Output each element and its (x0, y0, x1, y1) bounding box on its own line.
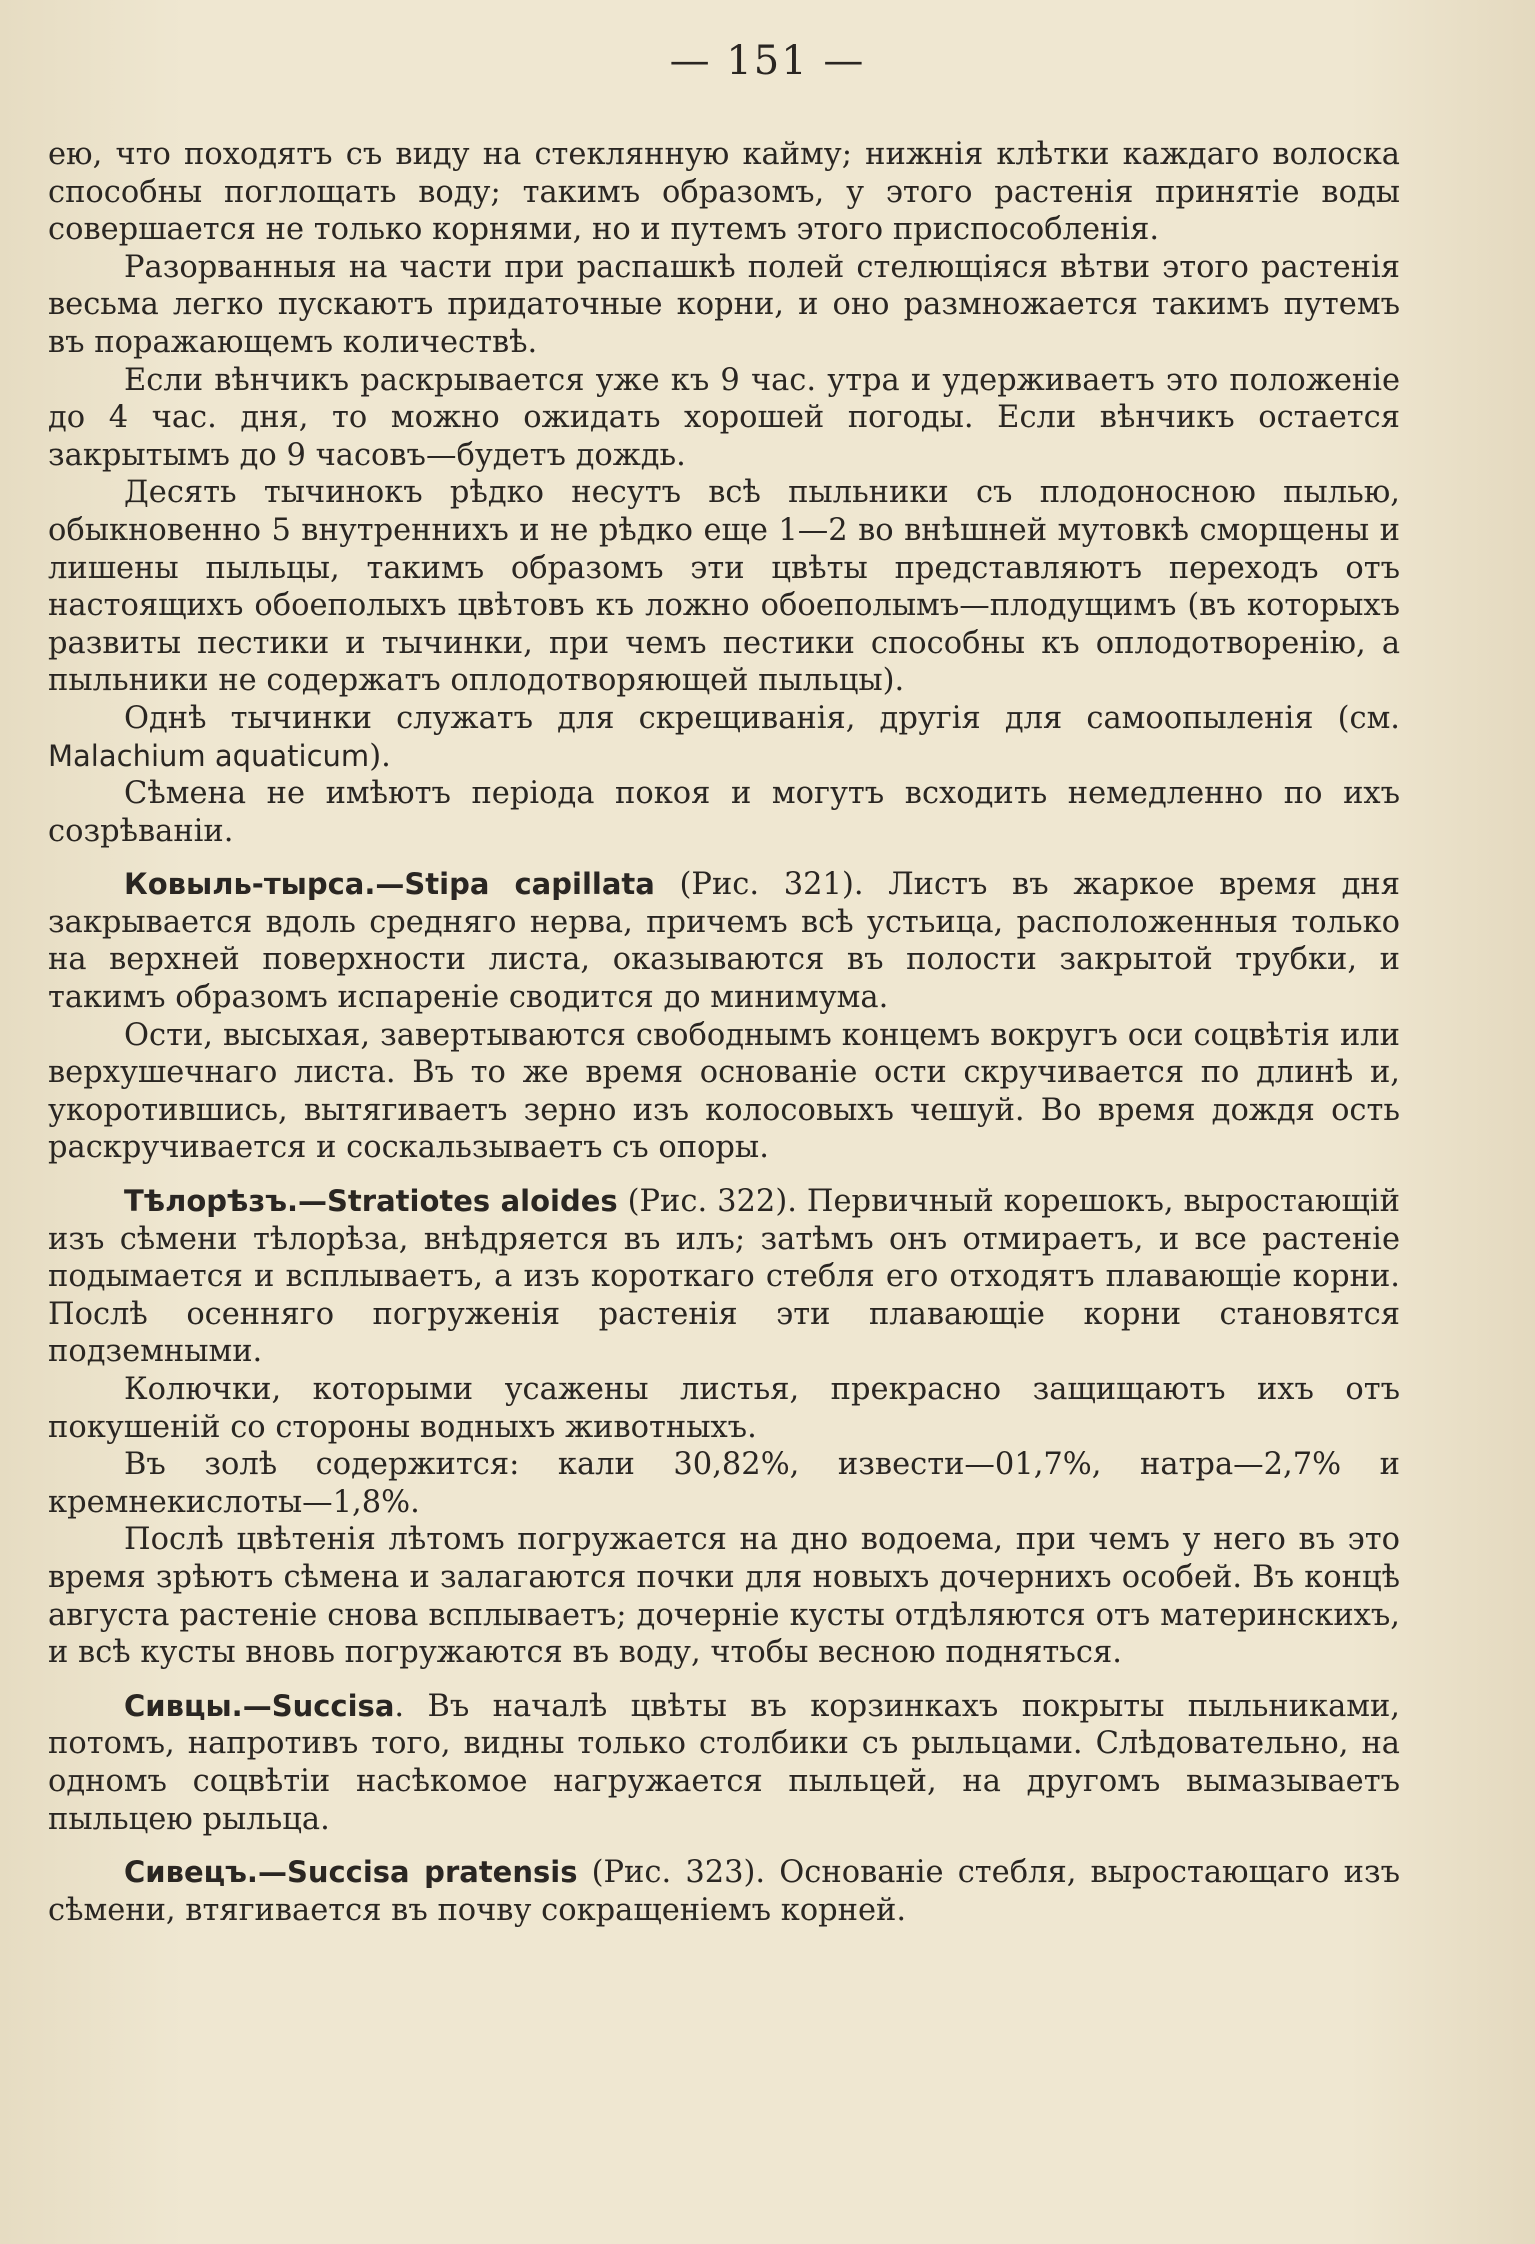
paragraph (48, 474, 1400, 700)
latin-name: Malachium aquaticum (48, 738, 370, 773)
entry-term: Ковыль-тырса. (124, 867, 376, 902)
paragraph (48, 249, 1400, 362)
paragraph-text: . Въ началѣ цвѣты въ корзинкахъ покрыты пыльниками, потомъ, напротивъ того, видны только столбики съ рыльцами. Слѣдовательно, на одномъ соцвѣтіи насѣкомое нагружается пыльцей, на другомъ вымазываетъ пыльцею рыльца. (48, 1688, 1400, 1837)
entry-latin: —Stratiotes aloides (298, 1184, 618, 1219)
entry-latin: —Succisa pratensis (257, 1855, 578, 1890)
paragraph-text: Ости, высыхая, завертываются свободнымъ концемъ вокругъ оси соцвѣтія или верхушечнаго листа. Въ то же время основаніе ости скручивается по длинѣ и, укоротившись, вытягиваетъ зерно изъ колосовыхъ чешуй. Во время дождя ость раскручивается и соскальзываетъ съ опоры. (48, 1017, 1400, 1166)
paragraph-text: (Рис. 323). Основаніе стебля, выростающаго изъ сѣмени, втягивается въ почву сокращеніемъ корней. (48, 1855, 1400, 1928)
entry-succisa (48, 1688, 1400, 1838)
paragraph (48, 775, 1400, 850)
paragraph-text: Разорванныя на части при распашкѣ полей стелющіяся вѣтви этого растенія весьма легко пускаютъ придаточные корни, и оно размножается такимъ путемъ въ поражающемъ количествѣ. (48, 249, 1400, 360)
page-body (48, 136, 1400, 1929)
paragraph-text: Колючки, которыми усажены листья, прекрасно защищаютъ ихъ отъ покушеній со стороны водныхъ животныхъ. (48, 1372, 1400, 1445)
paragraph-text: Послѣ цвѣтенія лѣтомъ погружается на дно водоема, при чемъ у него въ это время зрѣютъ сѣмена и залагаются почки для новыхъ дочернихъ особей. Въ концѣ августа растеніе снова всплываетъ; дочерніе кусты отдѣляются отъ материнскихъ, и всѣ кусты вновь погружаются въ воду, чтобы весною подняться. (48, 1522, 1400, 1671)
paragraph (48, 362, 1400, 475)
paragraph (48, 700, 1400, 775)
paragraph-text: ). (369, 738, 391, 774)
entry-stratiotes (48, 1183, 1400, 1371)
entry-term: Тѣлорѣзъ. (124, 1184, 299, 1219)
paragraph-text: (Рис. 322). Первичный корешокъ, выростающій изъ сѣмени тѣлорѣза, внѣдряется въ илъ; затѣмъ онъ отмираетъ, и все растеніе подымается и всплываетъ, а изъ короткаго стебля его отходятъ плавающіе корни. Послѣ осенняго погруженія растенія эти плавающіе корни становятся подземными. (48, 1184, 1400, 1370)
entry-term: Сивцы. (124, 1688, 243, 1723)
paragraph (48, 1371, 1400, 1446)
entry-term: Сивецъ. (124, 1855, 258, 1890)
paragraph-text: Сѣмена не имѣютъ періода покоя и могутъ всходить немедленно по ихъ созрѣваніи. (48, 776, 1400, 849)
paragraph-text: Десять тычинокъ рѣдко несутъ всѣ пыльники съ плодоносною пылью, обыкновенно 5 внутреннихъ и не рѣдко еще 1—2 во внѣшней мутовкѣ сморщены и лишены пыльцы, такимъ образомъ эти цвѣты представляютъ переходъ отъ настоящихъ обоеполыхъ цвѣтовъ къ ложно обоеполымъ—плодущимъ (въ которыхъ развиты пестики и тычинки, при чемъ пестики способны къ оплодотворенію, а пыльники не содержатъ оплодотворяющей пыльцы). (48, 475, 1400, 699)
entry-latin: —Stipa capillata (375, 867, 655, 902)
paragraph-text: Если вѣнчикъ раскрывается уже къ 9 час. утра и удерживаетъ это положеніе до 4 час. дня, то можно ожидать хорошей погоды. Если вѣнчикъ остается закрытымъ до 9 часовъ—будетъ дождь. (48, 362, 1400, 473)
paragraph-text: ею, что походятъ съ виду на стеклянную кайму; нижнія клѣтки каждаго волоска способны поглощать воду; такимъ образомъ, у этого растенія принятіе воды совершается не только корнями, но и путемъ этого приспособленія. (48, 137, 1400, 248)
paragraph-text: Въ золѣ содержится: кали 30,82%, извести—01,7%, натра—2,7% и кремнекислоты—1,8%. (48, 1447, 1400, 1520)
entry-succisa-pratensis (48, 1854, 1400, 1929)
paragraph (48, 1017, 1400, 1167)
page-number: — 151 — (669, 38, 866, 84)
paragraph (48, 136, 1400, 249)
entry-latin: —Succisa (242, 1688, 395, 1723)
paragraph-text: Однѣ тычинки служатъ для скрещиванія, другія для самоопыленія (см. (124, 700, 1400, 736)
paragraph-text: (Рис. 321). Листъ въ жаркое время дня закрывается вдоль средняго нерва, причемъ всѣ устьица, расположенныя только на верхней поверхности листа, оказываются въ полости закрытой трубки, и такимъ образомъ испареніе сводится до минимума. (48, 867, 1400, 1016)
paragraph (48, 1521, 1400, 1671)
entry-stipa (48, 866, 1400, 1016)
paragraph (48, 1446, 1400, 1521)
